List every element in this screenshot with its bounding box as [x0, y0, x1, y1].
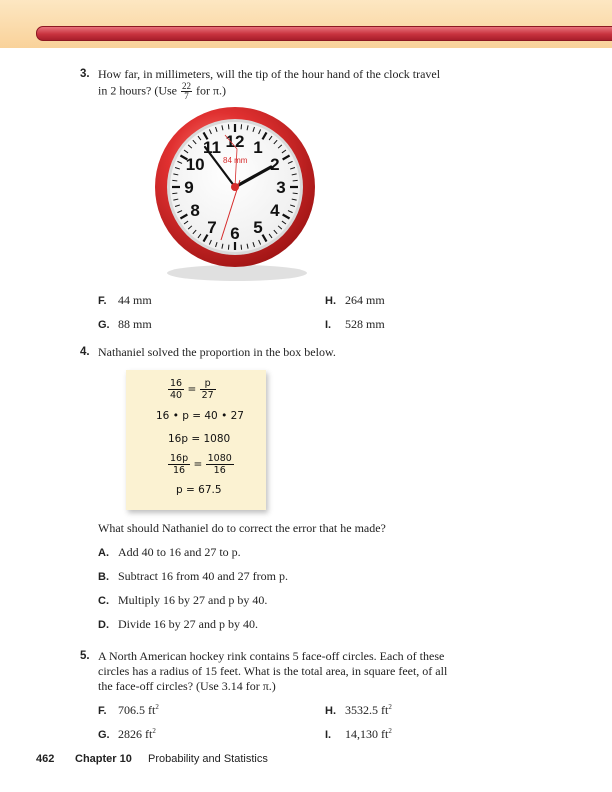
option-text: 88 mm — [118, 317, 152, 331]
chapter-title: Probability and Statistics — [148, 753, 268, 765]
clock-numeral: 2 — [270, 155, 280, 174]
question-3-line2-b: for π.) — [195, 83, 227, 98]
work-fraction-right — [200, 378, 216, 401]
work-fraction-denominator: 16 — [173, 465, 186, 476]
work-box — [126, 370, 266, 510]
q5-option-f[interactable] — [98, 700, 159, 719]
work-line-3: 16p = 1080 — [168, 433, 231, 445]
option-text: Subtract 16 from 40 and 27 from p. — [118, 569, 288, 583]
option-text: Multiply 16 by 27 and p by 40. — [118, 593, 268, 607]
clock-numeral: 12 — [225, 132, 245, 151]
clock-center-cap — [231, 183, 239, 191]
option-text: Add 40 to 16 and 27 to p. — [118, 545, 241, 559]
work-fraction-denominator: 27 — [201, 390, 214, 401]
option-letter: D. — [98, 619, 109, 631]
work-fraction-right — [206, 453, 234, 476]
clock-tick — [241, 124, 242, 129]
header-red-bar — [36, 26, 612, 41]
work-fraction-numerator: 16 — [170, 378, 183, 389]
q5-option-i[interactable] — [325, 724, 392, 743]
clock-tick — [172, 193, 177, 194]
option-exponent: 2 — [388, 727, 392, 735]
q4-option-d[interactable] — [98, 617, 258, 633]
clock-numeral: 6 — [230, 224, 240, 243]
clock-numeral: 7 — [207, 217, 217, 237]
work-fraction-numerator: 1080 — [207, 453, 232, 464]
option-letter: C. — [98, 595, 109, 607]
clock-figure — [145, 105, 325, 285]
q3-option-h[interactable] — [325, 293, 385, 309]
pi-fraction-denominator: 7 — [184, 91, 189, 101]
clock-tick — [228, 245, 229, 250]
option-letter: F. — [98, 705, 107, 717]
option-letter: H. — [325, 705, 336, 717]
work-fraction-left — [168, 453, 190, 476]
clock-tick — [293, 180, 298, 181]
option-exponent: 2 — [152, 727, 156, 735]
question-3-line2-a: in 2 hours? (Use — [98, 83, 177, 98]
clock-tick — [172, 180, 177, 181]
work-line-1 — [168, 378, 216, 401]
clock-tick — [293, 193, 298, 194]
work-line-2: 16 • p = 40 • 27 — [156, 410, 244, 422]
question-4-prompt: Nathaniel solved the proportion in the box below. — [98, 345, 336, 359]
work-fraction-denominator: 16 — [213, 465, 226, 476]
q3-option-g[interactable] — [98, 317, 152, 333]
work-line-5: p = 67.5 — [176, 484, 222, 496]
q5-option-g[interactable] — [98, 724, 156, 743]
clock-shadow — [167, 265, 307, 281]
work-fraction-numerator: p — [200, 378, 216, 390]
question-5-line3: the face-off circles? (Use 3.14 for π.) — [98, 679, 276, 693]
option-letter: I. — [325, 729, 332, 741]
work-equals: = — [193, 458, 203, 471]
question-5-line1: A North American hockey rink contains 5 face-off circles. Each of these — [98, 649, 445, 663]
option-letter: I. — [325, 319, 332, 331]
option-text: 44 mm — [118, 293, 152, 307]
work-line-4 — [168, 453, 234, 476]
option-letter: A. — [98, 547, 109, 559]
q4-option-a[interactable] — [98, 545, 241, 561]
pi-fraction-numerator: 22 — [181, 81, 191, 91]
question-3-number: 3. — [80, 68, 90, 80]
q4-option-b[interactable] — [98, 569, 288, 585]
option-text: 706.5 ft — [118, 703, 156, 717]
option-text: 3532.5 ft — [345, 703, 389, 717]
option-text: Divide 16 by 27 and p by 40. — [118, 617, 258, 631]
clock-numeral: 11 — [203, 138, 221, 158]
work-equals: = — [187, 383, 197, 396]
option-text: 2826 ft — [118, 727, 153, 741]
clock-tick — [228, 124, 229, 129]
q4-option-c[interactable] — [98, 593, 267, 609]
clock-numeral: 10 — [185, 155, 205, 174]
radius-label: 84 mm — [223, 156, 248, 165]
clock-numeral: 4 — [270, 201, 280, 220]
clock-numeral: 3 — [276, 178, 286, 197]
clock-numeral: 1 — [253, 138, 263, 158]
question-4-question: What should Nathaniel do to correct the error that he made? — [98, 521, 386, 535]
q3-option-f[interactable] — [98, 293, 152, 309]
question-3-line1: How far, in millimeters, will the tip of the hour hand of the clock travel — [98, 67, 441, 81]
question-5-number: 5. — [80, 650, 90, 662]
option-text: 264 mm — [345, 293, 385, 307]
work-fraction-numerator: 16p — [170, 453, 189, 464]
option-exponent: 2 — [388, 703, 392, 711]
option-letter: G. — [98, 729, 110, 741]
clock-numeral: 8 — [190, 201, 200, 220]
chapter-label: Chapter 10 — [75, 753, 132, 765]
option-letter: H. — [325, 295, 336, 307]
option-text: 14,130 ft — [345, 727, 389, 741]
option-letter: B. — [98, 571, 109, 583]
q3-option-i[interactable] — [325, 317, 385, 333]
work-fraction-denominator: 40 — [170, 390, 183, 401]
option-text: 528 mm — [345, 317, 385, 331]
pi-fraction — [181, 82, 192, 101]
question-5-line2: circles has a radius of 15 feet. What is the total area, in square feet, of all — [98, 664, 448, 678]
option-letter: F. — [98, 295, 107, 307]
clock-numeral: 9 — [184, 178, 194, 197]
option-exponent: 2 — [155, 703, 159, 711]
work-fraction-left — [168, 378, 184, 401]
clock-tick — [241, 245, 242, 250]
option-letter: G. — [98, 319, 110, 331]
question-4-number: 4. — [80, 346, 90, 358]
q5-option-h[interactable] — [325, 700, 392, 719]
clock-numeral: 5 — [253, 217, 263, 237]
page-number: 462 — [36, 753, 55, 765]
question-3-line2 — [98, 82, 226, 101]
